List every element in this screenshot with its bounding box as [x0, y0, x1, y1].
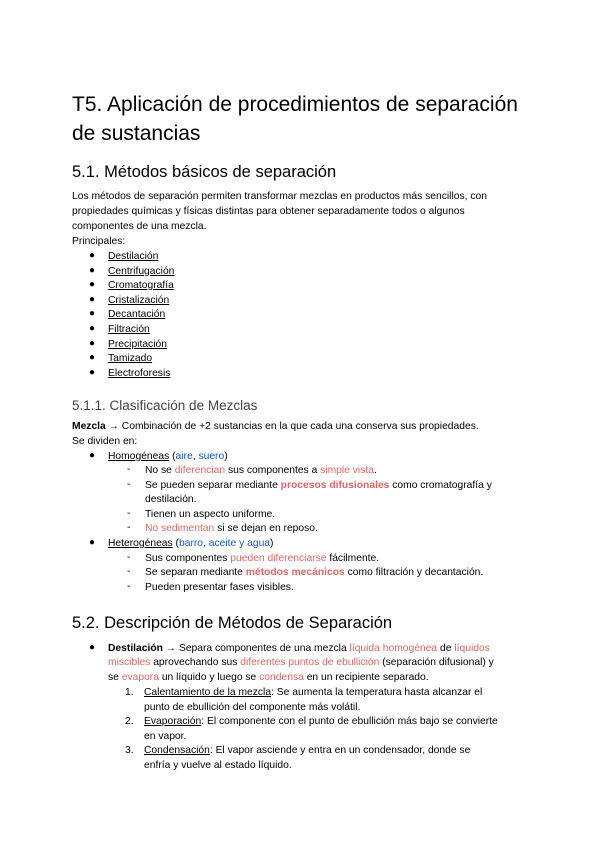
bullet-icon: ●	[89, 366, 96, 378]
step-line-cont: enfría y vuelve al estado líquido.	[144, 759, 292, 771]
intro-line-3: componentes de una mezcla.	[72, 221, 207, 232]
bullet-icon: ●	[89, 293, 96, 305]
step-number: 1.	[125, 687, 134, 698]
bullet-icon: ●	[89, 323, 96, 334]
homogeneas-label: Homogéneas	[108, 451, 170, 462]
dash-marker: -	[127, 508, 131, 519]
method-item: Cromatografía	[108, 280, 174, 292]
homo-detail-1	[145, 464, 377, 479]
intro-line-1: Los métodos de separación permiten transformar mezclas en productos más sencillos, con	[72, 191, 487, 202]
homo-example-aire: aire	[175, 451, 193, 462]
highlight: líquidos	[454, 643, 490, 654]
homo-detail-2-cont: destilación.	[145, 494, 197, 505]
step-label: Calentamiento de la mezcla	[144, 687, 272, 698]
text: en un recipiente separado.	[303, 672, 429, 683]
highlight: miscibles	[108, 657, 151, 668]
step-text: : El componente con el punto de ebullición más bajo se convierte	[201, 716, 498, 727]
homo-detail-4	[145, 522, 318, 537]
comma: ,	[192, 451, 199, 462]
step-line	[144, 686, 482, 701]
text: Sus componentes	[145, 553, 231, 564]
step-label: Condensación	[144, 745, 210, 756]
dash-marker: -	[127, 522, 131, 533]
paren: )	[224, 451, 228, 462]
hetero-detail-2	[145, 566, 483, 581]
bullet-icon: ●	[89, 279, 96, 291]
highlight: procesos difusionales	[280, 480, 390, 491]
document-title: T5. Aplicación de procedimientos de separación de sustancias	[72, 93, 518, 145]
method-item: Cristalización	[108, 294, 170, 306]
highlight: simple vista	[320, 465, 374, 476]
bullet-icon: ●	[89, 352, 96, 364]
dash-marker: -	[127, 552, 131, 563]
destilacion-line-1	[108, 642, 490, 657]
method-item: Decantación	[108, 309, 166, 321]
text: .	[373, 465, 377, 476]
section-heading-5-1: 5.1. Métodos básicos de separación	[72, 163, 337, 181]
heterogeneas-item	[108, 537, 273, 552]
hetero-detail-1	[145, 552, 379, 567]
dash-marker: -	[127, 464, 131, 475]
highlight: condensa	[259, 672, 304, 683]
step-line-cont: punto de ebullición del componente más volátil.	[144, 701, 361, 713]
step-text: : El vapor asciende y entra en un condensador, donde se	[209, 745, 471, 756]
destilacion-term: Destilación	[108, 643, 163, 654]
text: si se dejan en reposo.	[214, 523, 318, 534]
method-item: Filtración	[108, 324, 150, 335]
text: se	[108, 672, 122, 683]
step-label: Evaporación	[144, 716, 202, 727]
bullet-icon: ●	[89, 308, 96, 320]
step-text: : Se aumenta la temperatura hasta alcanzar el	[271, 687, 483, 698]
mezcla-term: Mezcla	[72, 421, 106, 432]
paren: )	[270, 538, 274, 549]
method-item: Tamizado	[108, 353, 153, 365]
method-item: Electroforesis	[108, 367, 171, 379]
text: Se pueden separar mediante	[145, 480, 281, 491]
text: aprovechando sus	[150, 657, 241, 668]
highlight: No sedimentan	[145, 523, 215, 534]
step-line	[144, 744, 470, 759]
highlight: diferentes puntos de ebullición	[240, 657, 380, 668]
text: No se	[145, 465, 175, 476]
paren: (	[172, 538, 179, 549]
highlight: evapora	[121, 672, 159, 683]
destilacion-line-2	[108, 656, 494, 671]
intro-line-2: propiedades químicas y físicas distintas para obtener separadamente todos o algunos	[72, 206, 465, 217]
homo-detail-3: Tienen un aspecto uniforme.	[145, 509, 276, 520]
highlight: líquida homogénea	[349, 643, 438, 654]
dash-marker: -	[127, 479, 131, 490]
bullet-icon: ●	[89, 450, 96, 461]
text: Se separan mediante	[145, 567, 246, 578]
heterogeneas-label: Heterogéneas	[108, 538, 173, 549]
destilacion-line-3	[108, 671, 429, 686]
highlight: pueden diferenciarse	[230, 553, 327, 564]
homo-detail-2	[145, 479, 492, 494]
method-item: Centrifugación	[108, 265, 175, 277]
text: como cromatografía y	[389, 480, 492, 491]
method-item: Precipitación	[108, 338, 167, 350]
section-heading-5-2: 5.2. Descripción de Métodos de Separación	[72, 614, 393, 632]
homo-example-suero: suero	[198, 451, 225, 462]
section-heading-5-1-1: 5.1.1. Clasificación de Mezclas	[72, 398, 258, 413]
text: como filtración y decantación.	[344, 567, 484, 578]
bullet-icon: ●	[89, 642, 96, 653]
step-line-cont: en vapor.	[144, 730, 187, 742]
text: de	[437, 643, 455, 654]
comma: ,	[203, 538, 209, 549]
mezcla-definition	[72, 420, 479, 435]
text: sus componentes a	[225, 465, 321, 476]
principales-label: Principales:	[72, 236, 126, 247]
bullet-icon: ●	[89, 537, 96, 548]
mezcla-def-text: → Combinación de +2 sustancias en la que cada una conserva sus propiedades.	[105, 421, 479, 432]
hetero-example-aceite: aceite y agua	[208, 538, 271, 549]
bullet-icon: ●	[89, 250, 96, 261]
hetero-detail-3: Pueden presentar fases visibles.	[145, 582, 294, 593]
bullet-icon: ●	[89, 337, 96, 349]
hetero-example-barro: barro	[178, 538, 204, 549]
step-line	[144, 715, 498, 730]
text: un líquido y luego se	[158, 672, 260, 683]
se-dividen-label: Se dividen en:	[72, 436, 138, 447]
method-item: Destilación	[108, 251, 159, 262]
text: → Separa componentes de una mezcla	[162, 643, 350, 654]
homogeneas-item	[108, 450, 228, 465]
highlight: métodos mecánicos	[245, 567, 345, 578]
step-number: 3.	[125, 745, 134, 756]
highlight: diferencian	[174, 465, 226, 476]
dash-marker: -	[127, 566, 131, 577]
paren: (	[169, 451, 176, 462]
text: (separación difusional) y	[379, 657, 494, 668]
text: fácilmente.	[326, 553, 380, 564]
dash-marker: -	[127, 581, 131, 592]
bullet-icon: ●	[89, 264, 96, 276]
step-number: 2.	[125, 716, 134, 727]
